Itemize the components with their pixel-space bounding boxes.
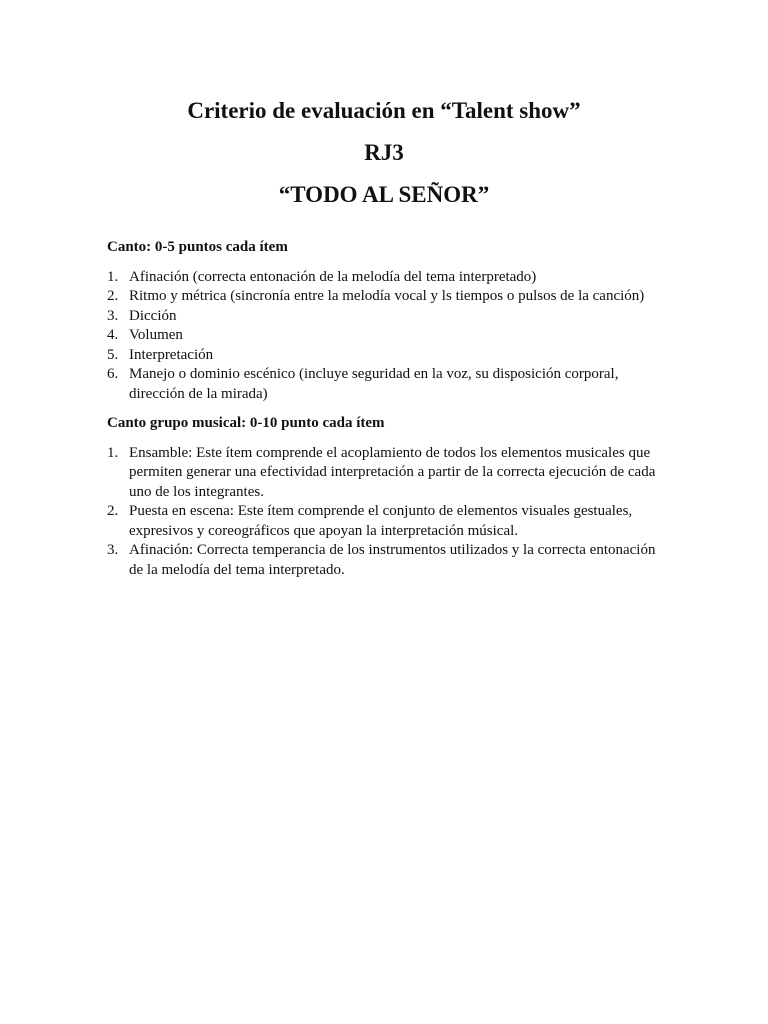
list-item <box>107 541 667 580</box>
item-number: 2. <box>107 288 119 304</box>
item-number: 3. <box>107 307 119 324</box>
item-text: Afinación (correcta entonación de la melodía del tema interpretado) <box>129 268 537 285</box>
document-title <box>0 90 768 216</box>
criteria-list <box>107 444 667 581</box>
item-text: Afinación: Correcta temperancia de los instrumentos utilizados y la correcta entonación de la melodía del tema interpretado. <box>129 542 656 578</box>
list-item <box>107 502 667 541</box>
item-text: Ensamble: Este ítem comprende el acoplamiento de todos los elementos musicales que permiten generar una efectividad interpretación a partir de la correcta ejecución de cada uno de los integrantes. <box>129 444 656 500</box>
section-canto <box>107 238 667 404</box>
item-number: 3. <box>107 542 119 558</box>
section-canto-grupo-musical <box>107 414 667 580</box>
item-text: Dicción <box>129 307 177 324</box>
criteria-list <box>107 268 667 405</box>
item-text: Ritmo y métrica (sincronía entre la melodía vocal y ls tiempos o pulsos de la canción) <box>129 288 645 304</box>
item-text: Interpretación <box>129 346 214 363</box>
item-number: 6. <box>107 366 119 382</box>
item-number: 5. <box>107 346 119 363</box>
title-line-1: Criterio de evaluación en “Talent show” <box>187 98 581 123</box>
list-item <box>107 287 667 307</box>
list-item <box>107 307 667 327</box>
list-item <box>107 268 667 288</box>
section-heading: Canto: 0-5 puntos cada ítem <box>107 239 288 255</box>
section-heading: Canto grupo musical: 0-10 punto cada ítem <box>107 415 385 431</box>
list-item <box>107 326 667 346</box>
item-number: 2. <box>107 503 119 519</box>
item-text: Manejo o dominio escénico (incluye seguridad en la voz, su disposición corporal, dirección de la mirada) <box>129 366 619 402</box>
document-body <box>107 238 667 588</box>
item-number: 4. <box>107 327 119 343</box>
item-text: Volumen <box>129 327 183 343</box>
title-line-3: “TODO AL SEÑOR” <box>278 182 490 207</box>
list-item <box>107 444 667 503</box>
item-number: 1. <box>107 268 119 285</box>
list-item <box>107 346 667 366</box>
item-text: Puesta en escena: Este ítem comprende el conjunto de elementos visuales gestuales, expresivos y coreográficos que apoyan la interpretación músical. <box>129 503 633 539</box>
title-line-2: RJ3 <box>364 140 404 165</box>
item-number: 1. <box>107 444 119 461</box>
list-item <box>107 365 667 404</box>
